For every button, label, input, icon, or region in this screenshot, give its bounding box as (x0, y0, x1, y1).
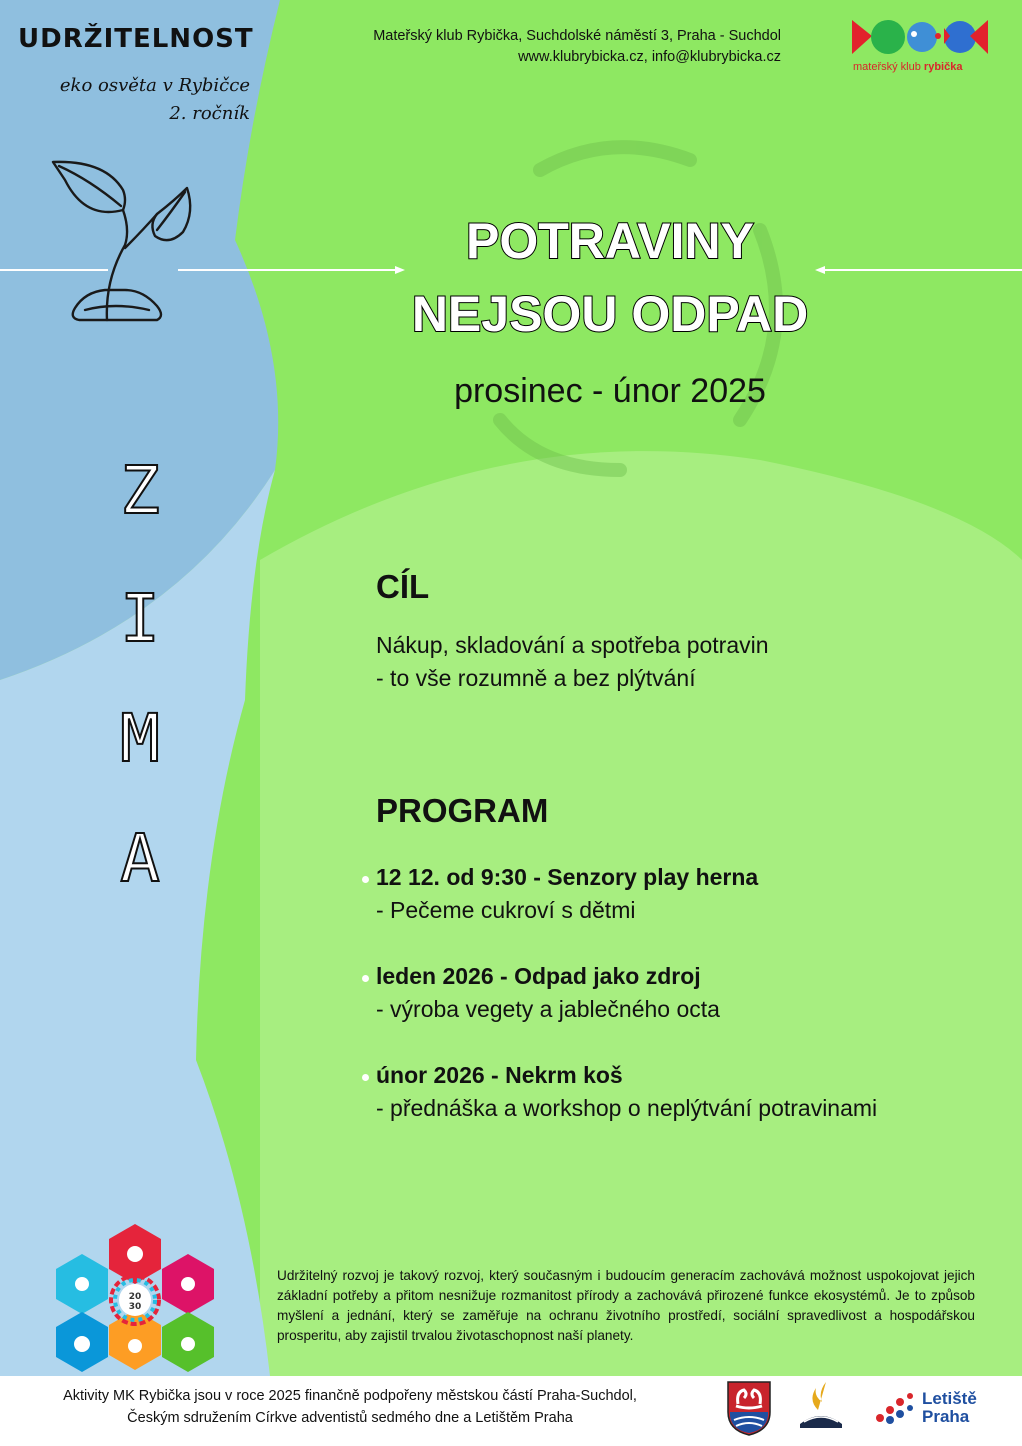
program-item-3-detail: - přednáška a workshop o neplýtvání potravinami (376, 1095, 878, 1121)
club-logo-text-2: rybička (923, 61, 963, 73)
club-logo-icon (850, 14, 990, 64)
program-item-1-title: 12 12. od 9:30 - Senzory play herna (376, 864, 759, 890)
prague-airport-logo-text (922, 1390, 977, 1426)
funding-line-2: Českým sdružením Církve adventistů sedmého dne a Letištěm Praha (127, 1410, 573, 1426)
adventist-church-logo-icon (796, 1378, 846, 1430)
sprout-illustration (45, 150, 205, 330)
prague-airport-logo-icon (872, 1390, 918, 1426)
suchdol-coat-of-arms-icon (726, 1380, 772, 1436)
series-subtitle (60, 72, 250, 128)
sdg-center-top: 20 (128, 1292, 142, 1302)
program-item-2-detail: - výroba vegety a jablečného octa (376, 996, 720, 1022)
goal-line-1: Nákup, skladování a spotřeba potravin (376, 632, 769, 658)
program-bullet-3 (362, 1074, 369, 1081)
series-subtitle-line-2: 2. ročník (169, 103, 250, 124)
program-bullet-1 (362, 876, 369, 883)
program-bullet-2 (362, 975, 369, 982)
club-web-email: www.klubrybicka.cz, info@klubrybicka.cz (518, 49, 781, 65)
sustainability-definition: Udržitelný rozvoj je takový rozvoj, který současným i budoucím generacím zachovává možnost uspokojovat jejich základní potřeby a přitom nesnižuje rozmanitost přírody a zachovává přirozené funkce ekosystémů. Je to způsob myšlení a jednání, který se zaměřuje na ochranu životního prostředí, sociální spravedlivost a hospodářskou prosperitu, aby zajistil trvalou životaschopnost naší planety. (277, 1268, 975, 1343)
funding-line-1: Aktivity MK Rybička jsou v roce 2025 finančně podpořeny městskou částí Praha-Suchdol, (63, 1388, 637, 1404)
sdg-hexagon-cluster (52, 1222, 218, 1372)
goal-heading: CÍL (376, 568, 430, 605)
season-letter-a: A (120, 820, 160, 897)
club-logo-text-1: mateřský klub (853, 61, 921, 73)
season-letter-i: I (120, 580, 160, 657)
season-letter-z: Z (120, 452, 160, 529)
event-title-line-2: NEJSOU ODPAD (411, 286, 809, 342)
program-item-3-title: únor 2026 - Nekrm koš (376, 1062, 623, 1088)
club-contact-info (373, 26, 781, 68)
program-item-1-detail: - Pečeme cukroví s dětmi (376, 897, 636, 923)
club-address: Mateřský klub Rybička, Suchdolské náměstí 3, Praha - Suchdol (373, 28, 781, 44)
airport-logo-line-2: Praha (922, 1407, 970, 1426)
program-item-2-title: leden 2026 - Odpad jako zdroj (376, 963, 701, 989)
program-heading: PROGRAM (376, 792, 549, 829)
series-subtitle-line-1: eko osvěta v Rybičce (59, 75, 250, 96)
goal-line-2: - to vše rozumně a bez plýtvání (376, 665, 696, 691)
airport-logo-line-1: Letiště (922, 1389, 977, 1408)
event-date-range: prosinec - únor 2025 (454, 372, 766, 410)
season-letter-m: M (120, 700, 160, 777)
series-title: UDRŽITELNOST (18, 24, 254, 54)
sdg-center-bottom: 30 (128, 1302, 142, 1312)
club-logo-text (853, 61, 962, 73)
event-title-line-1: POTRAVINY (466, 213, 754, 269)
